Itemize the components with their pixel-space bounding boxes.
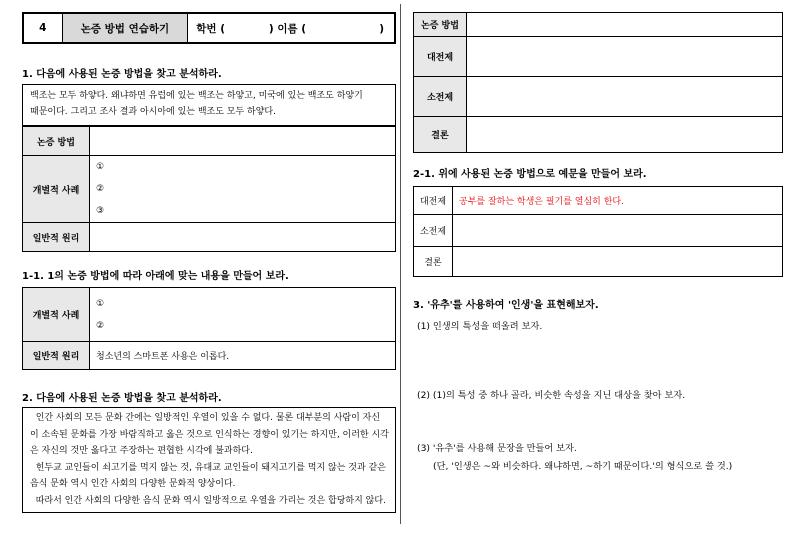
q1-1-table bbox=[22, 287, 396, 370]
q1-1-heading: 1-1. 1의 논증 방법에 따라 아래에 맞는 내용을 만들어 보라. bbox=[22, 271, 289, 282]
circle-number: ② bbox=[96, 184, 105, 194]
cases-answer-cell[interactable] bbox=[90, 288, 396, 342]
principle-value[interactable]: 청소년의 스마트폰 사용은 이롭다. bbox=[90, 342, 396, 370]
conclusion-cell[interactable] bbox=[453, 247, 783, 277]
q1-heading: 1. 다음에 사용된 논증 방법을 찾고 분석하라. bbox=[22, 69, 222, 80]
method-label: 논증 방법 bbox=[414, 13, 467, 37]
q2-passage-line: 은 자신의 것만 옳다고 주장하는 편협한 시각에 불과하다. bbox=[30, 446, 253, 456]
cases-label: 개별적 사례 bbox=[23, 288, 90, 342]
principle-label: 일반적 원리 bbox=[23, 342, 90, 370]
circle-number: ③ bbox=[96, 206, 105, 216]
minor-premise-label: 소전제 bbox=[414, 77, 467, 117]
major-premise-label: 대전제 bbox=[414, 37, 467, 77]
circle-number: ① bbox=[96, 162, 105, 172]
q1-passage bbox=[22, 84, 396, 126]
worksheet-title: 논증 방법 연습하기 bbox=[63, 14, 189, 42]
student-info[interactable] bbox=[188, 14, 394, 42]
circle-number: ① bbox=[96, 298, 105, 309]
q1-passage-line: 때문이다. 그리고 조사 결과 아시아에 있는 백조도 모두 하얗다. bbox=[30, 107, 276, 117]
cases-answer-cell[interactable] bbox=[90, 156, 396, 223]
q2-passage-line: 따라서 인간 사회의 다양한 음식 문화 역시 일방적으로 우열을 가리는 것은 합당하지 않다. bbox=[30, 495, 386, 506]
major-premise-label: 대전제 bbox=[414, 187, 453, 215]
student-id-name-field[interactable]: 학번 ( ) 이름 ( ) bbox=[196, 22, 384, 35]
q2-passage-line: 이 소속된 문화를 가장 바람직하고 옳은 것으로 인식하는 경향이 있기는 하지만, 이러한 시각 bbox=[30, 429, 389, 440]
q3-step3-note: (단, '인생은 ~와 비슷하다. 왜냐하면, ~하기 때문이다.'의 형식으로 쓸 것.) bbox=[433, 461, 733, 472]
q2-passage-line: 인간 사회의 모든 문화 간에는 일방적인 우열이 있을 수 없다. 물론 대부분의 사람이 자신 bbox=[30, 413, 381, 423]
major-premise-example[interactable]: 공부를 잘하는 학생은 필기를 열심히 한다. bbox=[453, 187, 783, 215]
q2-heading: 2. 다음에 사용된 논증 방법을 찾고 분석하라. bbox=[22, 393, 222, 404]
q1-passage-line: 백조는 모두 하얗다. 왜냐하면 유럽에 있는 백조는 하얗고, 미국에 있는 백조도 하얗기 bbox=[30, 91, 363, 101]
principle-answer-cell[interactable] bbox=[90, 223, 396, 252]
q2-passage-line: 음식 문화 역시 인간 사회의 다양한 문화적 양상이다. bbox=[30, 479, 236, 489]
conclusion-cell[interactable] bbox=[467, 117, 783, 153]
q3-step2: (2) (1)의 특성 중 하나 골라, 비슷한 속성을 지닌 대상을 찾아 보자. bbox=[417, 390, 686, 401]
method-answer-cell[interactable] bbox=[467, 13, 783, 37]
q3-step1: (1) 인생의 특성을 떠올려 보자. bbox=[417, 321, 543, 332]
q3-step3: (3) '유추'를 사용해 문장을 만들어 보자. bbox=[417, 443, 577, 454]
principle-label: 일반적 원리 bbox=[23, 223, 90, 252]
q2-1-table bbox=[413, 186, 783, 277]
minor-premise-cell[interactable] bbox=[453, 215, 783, 247]
q2-passage bbox=[22, 407, 396, 513]
circle-number: ② bbox=[96, 320, 105, 331]
method-label: 논증 방법 bbox=[23, 127, 90, 156]
column-divider bbox=[400, 4, 401, 524]
q3-heading: 3. '유추'를 사용하여 '인생'을 표현해보자. bbox=[413, 300, 599, 311]
lesson-number: 4 bbox=[24, 14, 63, 42]
syllogism-table bbox=[413, 12, 783, 153]
q2-1-heading: 2-1. 위에 사용된 논증 방법으로 예문을 만들어 보라. bbox=[413, 169, 647, 180]
q2-passage-line: 힌두교 교인들이 쇠고기를 먹지 않는 것, 유대교 교인들이 돼지고기를 먹지 않는 것과 같은 bbox=[30, 462, 386, 473]
minor-premise-label: 소전제 bbox=[414, 215, 453, 247]
q1-analysis-table bbox=[22, 126, 396, 252]
worksheet-header bbox=[22, 12, 396, 44]
conclusion-label: 결론 bbox=[414, 247, 453, 277]
conclusion-label: 결론 bbox=[414, 117, 467, 153]
minor-premise-cell[interactable] bbox=[467, 77, 783, 117]
major-premise-cell[interactable] bbox=[467, 37, 783, 77]
method-answer-cell[interactable] bbox=[90, 127, 396, 156]
cases-label: 개별적 사례 bbox=[23, 156, 90, 223]
